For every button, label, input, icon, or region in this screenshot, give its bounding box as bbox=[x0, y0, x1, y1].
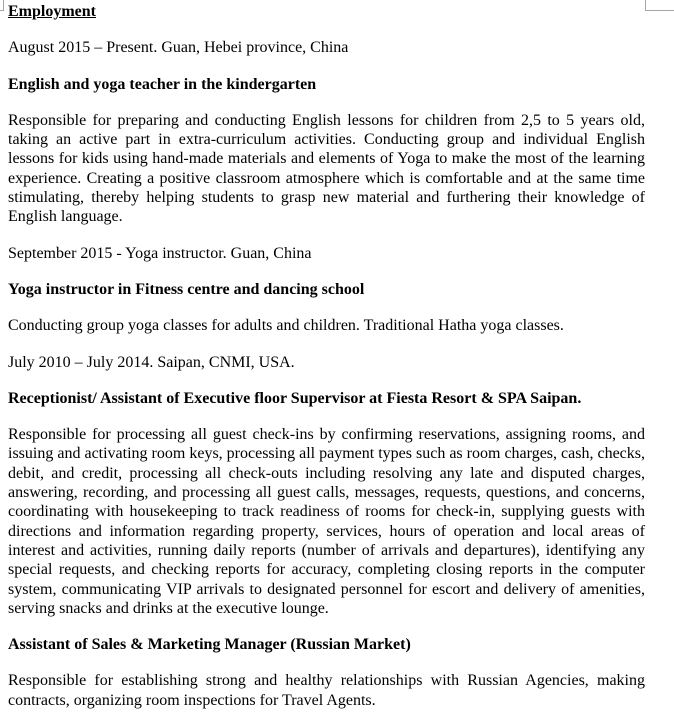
entry-description: Responsible for processing all guest check-ins by confirming reservations, assigning rooms, and issuing and activating room keys, processing all payment types such as room charges, cash, checks, debit, and credit, processing all check-outs including resolving any late and disputed charges, answering, recording, and processing all guest calls, messages, requests, questions, and concerns, coordinating with housekeeping to track readiness of rooms for check-in, supplying guests with directions and information regarding property, services, hours of operation and local areas of interest and activities, running daily reports (number of arrivals and departures), identifying any special requests, and checking reports for accuracy, completing closing reports in the computer system, communicating VIP arrivals to designated personnel for escort and delivery of amenities, serving snacks and drinks at the executive lounge. bbox=[8, 426, 645, 617]
entry-date-location: September 2015 - Yoga instructor. Guan, China bbox=[8, 244, 312, 262]
entry-date-location: August 2015 – Present. Guan, Hebei province, China bbox=[8, 39, 349, 57]
section-title: Employment bbox=[8, 3, 96, 20]
entry-description: Conducting group yoga classes for adults and children. Traditional Hatha yoga classes. bbox=[8, 317, 564, 335]
entry-job-title: Yoga instructor in Fitness centre and dancing school bbox=[8, 280, 365, 298]
entry-description: Responsible for preparing and conducting English lessons for children from 2,5 to 5 years old, taking an active part in extra-curriculum activities. Conducting group and individual English lessons for kids using hand-made materials and elements of Yoga to make the most of the learning experience. Creating a positive classroom atmosphere which is comfortable and at the same time stimulating, thereby helping students to grasp new material and furthering their knowledge of English language. bbox=[8, 111, 645, 226]
entry-description: Responsible for establishing strong and healthy relationships with Russian Agencies, making contracts, organizing room inspections for Travel Agents. bbox=[8, 672, 645, 709]
entry-date-location: July 2010 – July 2014. Saipan, CNMI, USA. bbox=[8, 353, 295, 371]
employment-section bbox=[8, 2, 645, 727]
text-boundary-mark-top-left-horizontal bbox=[0, 10, 4, 11]
entry-job-title: Receptionist/ Assistant of Executive floor Supervisor at Fiesta Resort & SPA Saipan. bbox=[8, 389, 582, 407]
text-boundary-mark-top-right-horizontal bbox=[645, 10, 674, 11]
entry-job-title: English and yoga teacher in the kindergarten bbox=[8, 75, 317, 93]
entry-job-title: Assistant of Sales & Marketing Manager (Russian Market) bbox=[8, 636, 411, 654]
